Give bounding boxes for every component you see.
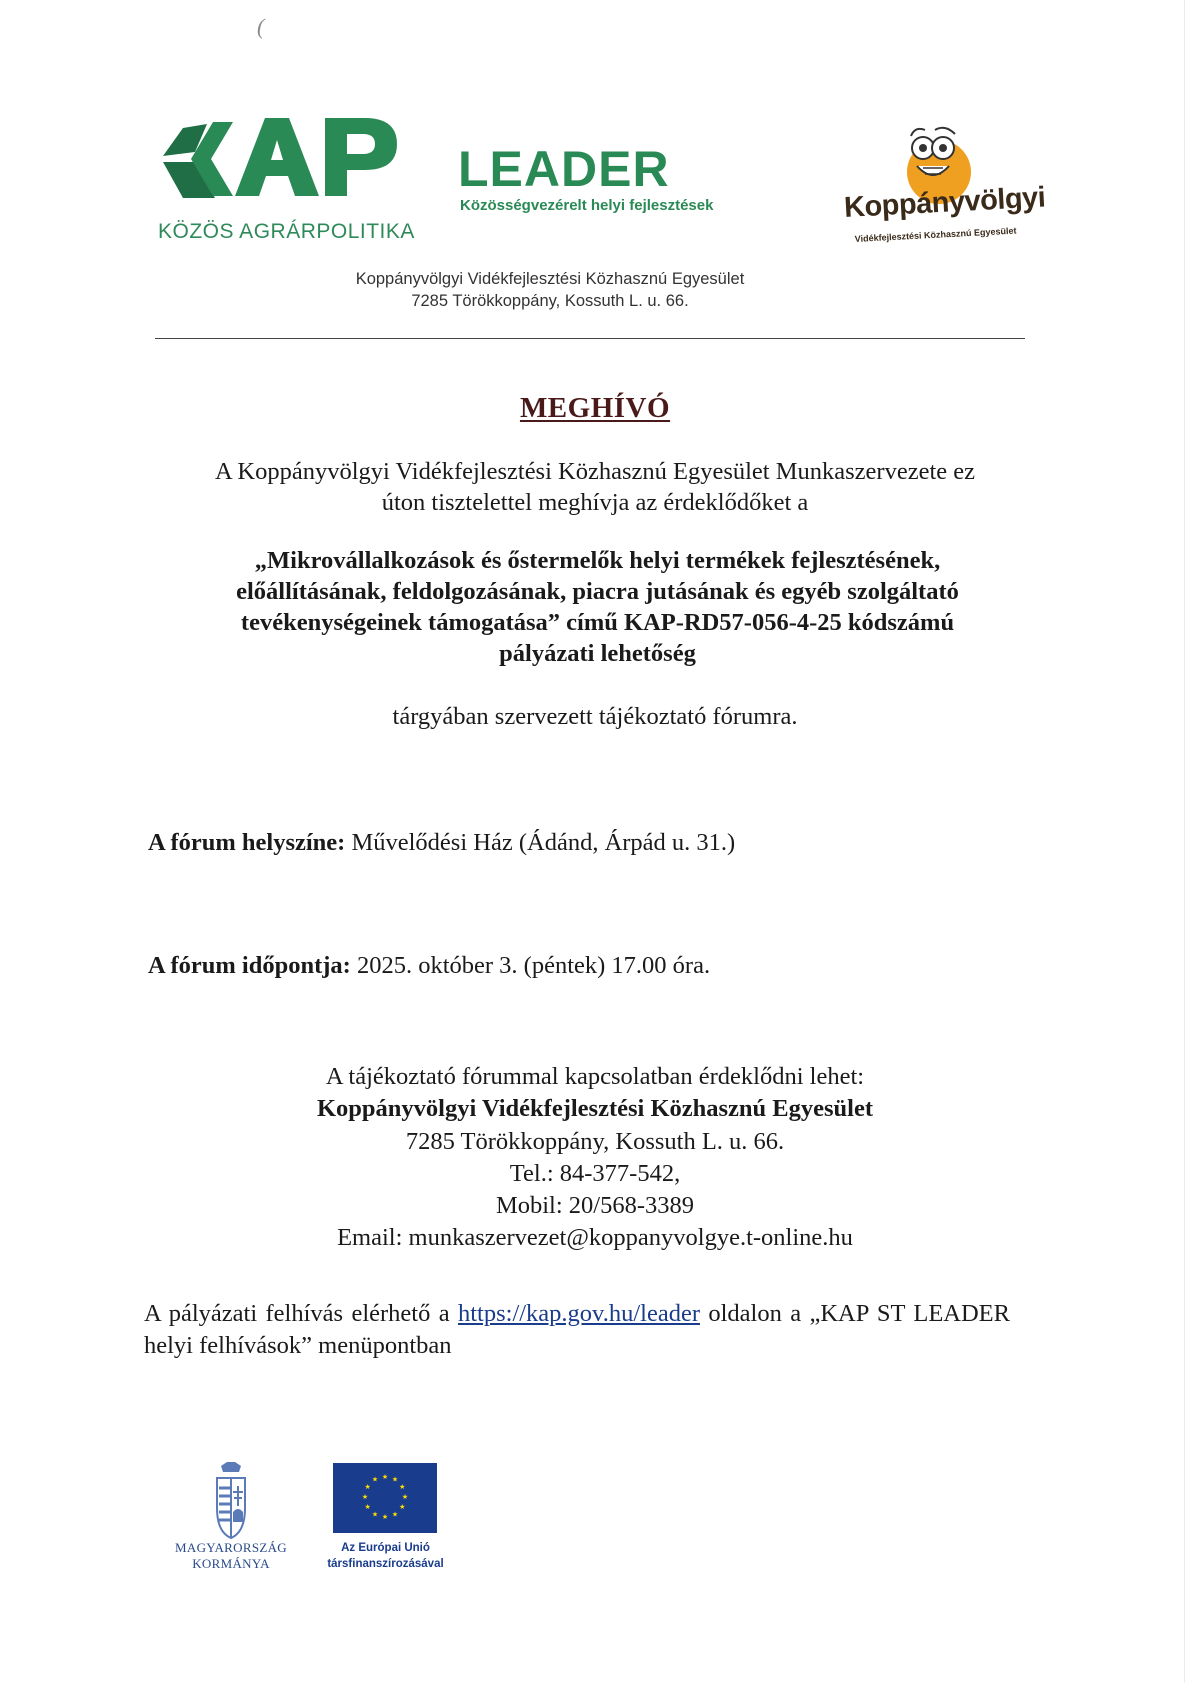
svg-text:★: ★ xyxy=(391,1510,399,1519)
intro-paragraph xyxy=(150,456,1040,518)
svg-text:★: ★ xyxy=(401,1493,409,1501)
kap-letter-a xyxy=(235,118,319,196)
project-line: tevékenységeinek támogatása” című KAP-RD57-056-4-25 kódszámú xyxy=(240,609,955,636)
koppanyvolgyi-logo-title: Koppányvölgyi xyxy=(843,181,1047,225)
hungary-crest-icon xyxy=(211,1462,251,1539)
svg-text:★: ★ xyxy=(361,1493,369,1501)
eu-line2: társfinanszírozásával xyxy=(327,1558,444,1570)
hungary-line1: MAGYARORSZÁG xyxy=(175,1540,287,1555)
leader-title: LEADER xyxy=(458,141,670,197)
forum-date-label: A fórum időpontja: xyxy=(148,952,351,979)
hungary-line2: KORMÁNYA xyxy=(192,1556,270,1571)
call-suffix: oldalon a „KAP ST LEADER helyi felhívások” menüpontban xyxy=(144,1300,1010,1359)
svg-text:★: ★ xyxy=(371,1475,379,1484)
svg-text:★: ★ xyxy=(399,1483,406,1491)
scan-edge xyxy=(1184,0,1185,1683)
header-address-line2: 7285 Törökkoppány, Kossuth L. u. 66. xyxy=(411,292,689,310)
svg-text:★: ★ xyxy=(391,1475,399,1484)
contact-org: Koppányvölgyi Vidékfejlesztési Közhasznú Egyesület xyxy=(316,1095,874,1123)
contact-block xyxy=(150,1061,1040,1255)
svg-text:★: ★ xyxy=(364,1503,371,1511)
project-title xyxy=(175,545,1020,669)
header-address xyxy=(300,268,800,312)
svg-text:★: ★ xyxy=(364,1483,371,1491)
forum-date xyxy=(148,952,710,980)
contact-email: Email: munkaszervezet@koppanyvolgye.t-online.hu xyxy=(337,1224,853,1252)
call-prefix: A pályázati felhívás elérhető a xyxy=(144,1300,458,1327)
contact-tel: Tel.: 84-377-542, xyxy=(509,1159,681,1187)
forum-location-value: Művelődési Ház (Ádánd, Árpád u. 31.) xyxy=(345,829,736,856)
forum-location xyxy=(148,829,735,857)
kap-letter-p xyxy=(325,118,397,196)
hungary-government-label xyxy=(160,1540,302,1572)
eu-line1: Az Európai Unió xyxy=(341,1542,430,1554)
forum-location-label: A fórum helyszíne: xyxy=(148,829,346,856)
project-line: előállításának, feldolgozásának, piacra jutásának és egyéb szolgáltató xyxy=(236,578,959,605)
svg-text:★: ★ xyxy=(381,1473,389,1481)
kap-subtitle: KÖZÖS AGRÁRPOLITIKA xyxy=(158,220,415,243)
eu-cofinancing-label xyxy=(313,1540,458,1572)
project-line: „Mikrovállalkozások és őstermelők helyi termékek fejlesztésének, xyxy=(254,547,941,574)
koppanyvolgyi-logo-subtitle: Vidékfejlesztési Közhasznú Egyesület xyxy=(854,225,1017,244)
intro-line: úton tisztelettel meghívja az érdeklődőket a xyxy=(381,489,809,516)
eu-flag-icon xyxy=(333,1463,437,1533)
subject-line: tárgyában szervezett tájékoztató fórumra. xyxy=(392,703,798,730)
stray-mark: ( xyxy=(257,14,265,39)
contact-address: 7285 Törökkoppány, Kossuth L. u. 66. xyxy=(405,1127,785,1155)
call-paragraph xyxy=(144,1298,1010,1362)
contact-mobil: Mobil: 20/568-3389 xyxy=(495,1192,695,1220)
forum-date-value: 2025. október 3. (péntek) 17.00 óra. xyxy=(350,952,711,979)
svg-text:★: ★ xyxy=(399,1503,406,1511)
call-link[interactable]: https://kap.gov.hu/leader xyxy=(457,1300,700,1327)
svg-text:★: ★ xyxy=(371,1510,379,1519)
header-address-line1: Koppányvölgyi Vidékfejlesztési Közhasznú Egyesület xyxy=(355,270,745,288)
header-divider xyxy=(155,338,1025,339)
intro-line: A Koppányvölgyi Vidékfejlesztési Közhasznú Egyesület Munkaszervezete ez xyxy=(214,458,976,485)
project-line: pályázati lehetőség xyxy=(499,640,696,667)
contact-intro: A tájékoztató fórummal kapcsolatban érdeklődni lehet: xyxy=(325,1063,865,1090)
document-title: MEGHÍVÓ xyxy=(519,392,671,424)
svg-text:★: ★ xyxy=(381,1513,389,1521)
leader-subtitle: Közösségvezérelt helyi fejlesztések xyxy=(460,197,714,214)
